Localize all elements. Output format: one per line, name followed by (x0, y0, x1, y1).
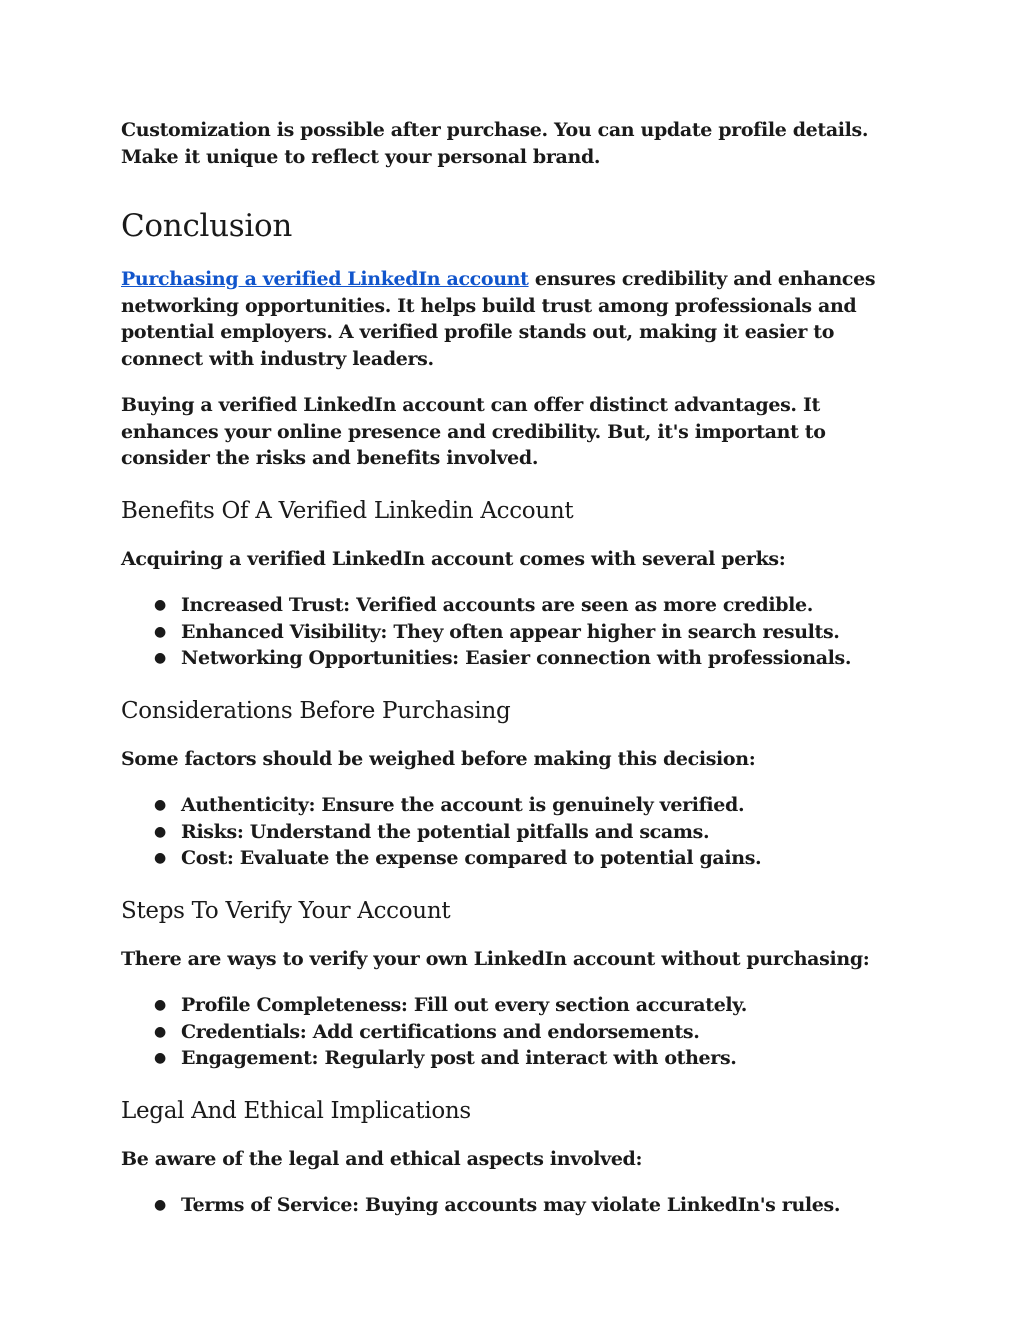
section-intro-steps: There are ways to verify your own LinkedIn account without purchasing: (121, 947, 870, 970)
section-heading-legal: Legal And Ethical Implications (121, 1097, 471, 1124)
list-item (121, 819, 901, 846)
section-intro-benefits: Acquiring a verified LinkedIn account comes with several perks: (121, 547, 786, 570)
conclusion-paragraph-2: Buying a verified LinkedIn account can offer distinct advantages. It enhances your online presence and credibility. But, it's important to consider the risks and benefits involved. (121, 394, 826, 469)
bullet-icon: ● (154, 597, 166, 613)
bullet-icon: ● (154, 623, 166, 640)
list-item-text: Authenticity: Ensure the account is genuinely verified. (181, 794, 745, 816)
list-item (121, 592, 901, 619)
list-item (121, 619, 901, 646)
bullet-icon: ● (154, 1050, 166, 1066)
list-item-text: Enhanced Visibility: They often appear higher in search results. (181, 620, 840, 643)
list-item (121, 792, 901, 819)
conclusion-paragraph-1-text: ensures credibility and enhances networking opportunities. It helps build trust among professionals and potential employers. A verified profile stands out, making it easier to connect with industry leaders. (121, 268, 876, 370)
list-item (121, 1019, 901, 1046)
list-item-text: Increased Trust: Verified accounts are seen as more credible. (181, 594, 814, 616)
section-intro-considerations: Some factors should be weighed before making this decision: (121, 747, 756, 770)
verified-account-link[interactable]: Purchasing a verified LinkedIn account (121, 268, 529, 290)
bullet-icon: ● (154, 1023, 166, 1040)
list-item-text: Networking Opportunities: Easier connection with professionals. (181, 647, 852, 669)
list-item-text: Risks: Understand the potential pitfalls and scams. (181, 820, 710, 843)
bullet-icon: ● (154, 1197, 166, 1213)
conclusion-heading: Conclusion (121, 208, 293, 244)
intro-paragraph: Customization is possible after purchase. You can update profile details. Make it unique to reflect your personal brand. (121, 119, 869, 168)
section-heading-steps: Steps To Verify Your Account (121, 897, 451, 924)
list-item-text: Cost: Evaluate the expense compared to potential gains. (181, 847, 762, 869)
bullet-icon: ● (154, 997, 166, 1013)
steps-list (121, 992, 901, 1072)
bullet-icon: ● (154, 850, 166, 866)
section-heading-considerations: Considerations Before Purchasing (121, 697, 511, 724)
legal-list (121, 1192, 901, 1219)
section-heading-benefits: Benefits Of A Verified Linkedin Account (121, 497, 574, 524)
list-item (121, 992, 901, 1019)
conclusion-paragraph-1 (121, 266, 901, 372)
list-item (121, 1192, 901, 1219)
list-item-text: Terms of Service: Buying accounts may violate LinkedIn's rules. (181, 1194, 841, 1216)
benefits-list (121, 592, 901, 672)
document-page (121, 117, 901, 1219)
list-item-text: Profile Completeness: Fill out every section accurately. (181, 994, 748, 1016)
section-intro-legal: Be aware of the legal and ethical aspects involved: (121, 1147, 643, 1170)
list-item (121, 645, 901, 672)
considerations-list (121, 792, 901, 872)
bullet-icon: ● (154, 650, 166, 666)
bullet-icon: ● (154, 823, 166, 840)
list-item-text: Credentials: Add certifications and endorsements. (181, 1020, 700, 1043)
list-item-text: Engagement: Regularly post and interact with others. (181, 1047, 737, 1069)
list-item (121, 1045, 901, 1072)
list-item (121, 845, 901, 872)
bullet-icon: ● (154, 797, 166, 813)
